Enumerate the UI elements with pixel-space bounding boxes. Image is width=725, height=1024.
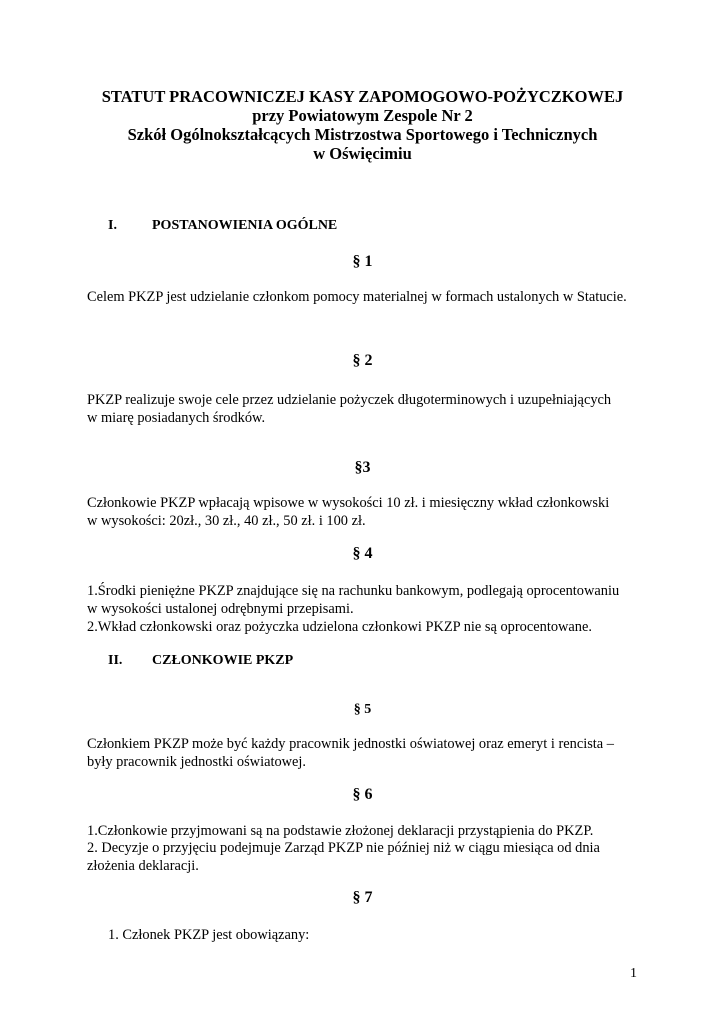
paragraph-6-line-2: 2. Decyzje o przyjęciu podejmuje Zarząd PKZP nie później niż w ciągu miesiąca od dnia (87, 840, 600, 856)
paragraph-4-line-2: w wysokości ustalonej odrębnymi przepisami. (87, 601, 354, 617)
document-title-line-4: w Oświęcimiu (313, 144, 412, 163)
section-1-numeral: I. (108, 218, 117, 233)
paragraph-2-line-1: PKZP realizuje swoje cele przez udzielanie pożyczek długoterminowych i uzupełniających (87, 392, 612, 408)
document-title-line-3: Szkół Ogólnokształcących Mistrzostwa Sportowego i Technicznych (127, 125, 598, 144)
paragraph-6-symbol: § 6 (352, 786, 373, 803)
paragraph-2-symbol: § 2 (352, 352, 373, 369)
document-title-line-1: STATUT PRACOWNICZEJ KASY ZAPOMOGOWO-POŻYCZKOWEJ (101, 87, 624, 106)
paragraph-3-symbol: §3 (354, 459, 371, 476)
paragraph-5-line-2: były pracownik jednostki oświatowej. (87, 754, 307, 770)
paragraph-3-line-1: Członkowie PKZP wpłacają wpisowe w wysokości 10 zł. i miesięczny wkład członkowski (87, 495, 610, 511)
paragraph-1-text: Celem PKZP jest udzielanie członkom pomocy materialnej w formach ustalonych w Statucie. (87, 289, 627, 305)
paragraph-7-item-1: 1. Członek PKZP jest obowiązany: (108, 927, 310, 943)
paragraph-6-line-3: złożenia deklaracji. (87, 858, 199, 874)
paragraph-4-line-3: 2.Wkład członkowski oraz pożyczka udzielona członkowi PKZP nie są oprocentowane. (87, 619, 592, 635)
paragraph-1-symbol: § 1 (352, 253, 373, 270)
paragraph-5-symbol: § 5 (353, 702, 372, 717)
page-number: 1 (630, 966, 637, 981)
paragraph-3-line-2: w wysokości: 20zł., 30 zł., 40 zł., 50 zł. i 100 zł. (87, 513, 366, 529)
paragraph-5-line-1: Członkiem PKZP może być każdy pracownik jednostki oświatowej oraz emeryt i rencista – (87, 736, 614, 752)
paragraph-2-line-2: w miarę posiadanych środków. (87, 410, 266, 426)
paragraph-6-line-1: 1.Członkowie przyjmowani są na podstawie złożonej deklaracji przystąpienia do PKZP. (87, 823, 594, 839)
paragraph-7-symbol: § 7 (352, 889, 373, 906)
document-title-line-2: przy Powiatowym Zespole Nr 2 (252, 106, 473, 125)
section-2-heading: CZŁONKOWIE PKZP (152, 653, 294, 668)
section-2-numeral: II. (108, 653, 123, 668)
section-1-heading: POSTANOWIENIA OGÓLNE (152, 218, 338, 233)
paragraph-4-line-1: 1.Środki pieniężne PKZP znajdujące się na rachunku bankowym, podlegają oprocentowaniu (87, 583, 620, 599)
paragraph-4-symbol: § 4 (352, 545, 373, 562)
